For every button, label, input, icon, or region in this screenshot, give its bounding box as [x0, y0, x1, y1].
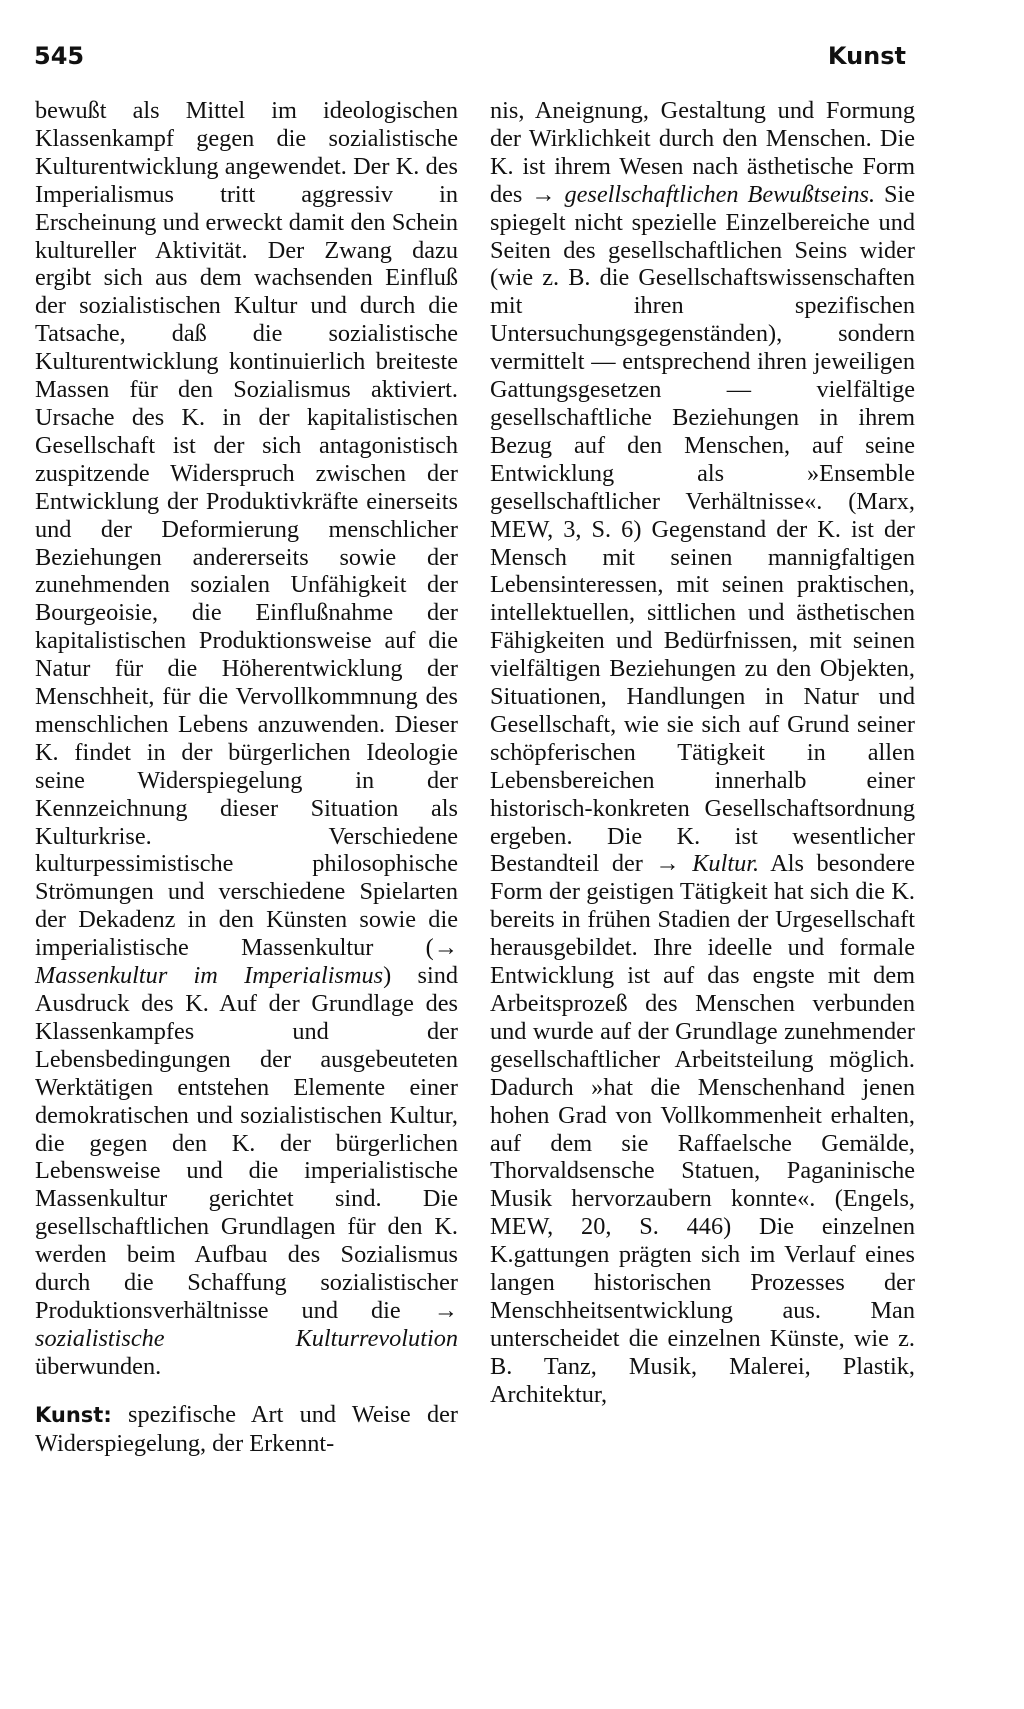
text-run: bewußt als Mittel im ideologischen Klassenkampf gegen die sozialistische Kulturentwicklung angewendet. Der K. des Imperialismus tritt aggressiv in Erscheinung und erweckt damit den Schein kultureller Aktivität. Der Zwang dazu ergibt sich aus dem wachsenden Einfluß der sozialistischen Kultur und durch die Tatsache, daß die sozialistische Kulturentwicklung kontinuierlich breiteste Massen für den Sozialismus aktiviert. Ursache des K. in der kapitalistischen Gesellschaft ist der sich antagonistisch zuspitzende Widerspruch zwischen der Entwicklung der Produktivkräfte einerseits und der Deformierung menschlicher Beziehungen andererseits sowie der zunehmenden sozialen Unfähigkeit der Bourgeoisie, die Einflußnahme der kapitalistischen Produktionsweise auf die Natur für die Höherentwicklung der Menschheit, für die Vervollkommnung des menschlichen Lebens anzuwenden. Dieser K. findet in der bürgerlichen Ideologie seine Widerspiegelung in der Kennzeichnung dieser Situation als Kulturkrise. Verschiedene kulturpessimistische philosophische Strömungen und verschiedene Spielarten der Dekadenz in den Künsten sowie die imperialistische Massenkultur (→ — [35, 97, 458, 962]
page-number: 545 — [34, 42, 85, 70]
text-run: nis, Aneignung, Gestaltung und Formung der Wirklichkeit durch den Menschen. Die K. ist ihrem Wesen nach ästhetische Form des → — [490, 97, 915, 208]
right-column — [490, 97, 915, 1409]
entry-paragraph — [35, 1401, 458, 1458]
running-head: Kunst — [827, 42, 906, 70]
cross-reference: gesellschaftlichen Bewußtseins. — [564, 180, 876, 208]
text-run: ) sind Ausdruck des K. Auf der Grundlage des Klassenkampfes und der Lebensbedingungen der ausgebeuteten Werktätigen entstehen Elemente einer demokratischen und sozialistischen Kultur, die gegen den K. der bürgerlichen Lebensweise und die imperialistische Massenkultur gerichtet sind. Die gesellschaftlichen Grundlagen für den K. werden beim Aufbau des Sozialismus durch die Schaffung sozialistischer Produktionsverhältnisse und die → — [35, 962, 459, 1324]
text-run: spezifische Art und Weise der Widerspiegelung, der Erkennt- — [35, 1400, 458, 1457]
text-run: Als besondere Form der geistigen Tätigkeit hat sich die K. bereits in frühen Stadien der Urgesellschaft herausgebildet. Ihre ideelle und formale Entwicklung ist auf das engste mit dem Arbeitsprozeß des Menschen verbunden und wurde auf der Grundlage zunehmender gesellschaftlicher Arbeitsteilung möglich. Dadurch »hat die Menschenhand jenen hohen Grad von Vollkommenheit erhalten, auf dem sie Raffaelsche Gemälde, Thorvaldsensche Statuen, Paganinische Musik hervorzaubern konnte«. (Engels, MEW, 20, S. 446) Die einzelnen K.gattungen prägten sich im Verlauf eines langen historischen Prozesses der Menschheitsentwicklung aus. Man unterscheidet die einzelnen Künste, wie z. B. Tanz, Musik, Malerei, Plastik, Architektur, — [490, 850, 916, 1408]
cross-reference: sozialistische Kulturrevolution — [35, 1324, 458, 1352]
text-run: überwunden. — [35, 1352, 162, 1380]
entry-paragraph-continued — [490, 97, 915, 1409]
cross-reference: Kultur. — [692, 850, 760, 878]
text-run: Sie spiegelt nicht spezielle Einzelbereiche und Seiten des gesellschaftlichen Seins wider (wie z. B. die Gesellschaftswissenschaften mit ihren spezifischen Untersuchungsgegenständen), sondern vermittelt — entsprechend ihren jeweiligen Gattungsgesetzen — vielfältige gesellschaftliche Beziehungen in ihrem Bezug auf den Menschen, auf seine Entwicklung als »Ensemble gesellschaftlicher Verhältnisse«. (Marx, MEW, 3, S. 6) Gegenstand der K. ist der Mensch mit seinen mannigfaltigen Lebensinteressen, mit seinen praktischen, intellektuellen, sittlichen und ästhetischen Fähigkeiten und Bedürfnissen, mit seinen vielfältigen Beziehungen zu den Objekten, Situationen, Handlungen in Natur und Gesellschaft, wie sie sich auf Grund seiner schöpferischen Tätigkeit in allen Lebensbereichen innerhalb einer historisch-konkreten Gesellschaftsordnung ergeben. Die K. ist wesentlicher Bestandteil der → — [490, 180, 915, 878]
paragraph-continued — [35, 97, 458, 1381]
left-column — [35, 97, 458, 1458]
entry-lemma: Kunst: — [35, 1402, 112, 1427]
cross-reference: Massenkultur im Imperialismus — [35, 962, 384, 990]
